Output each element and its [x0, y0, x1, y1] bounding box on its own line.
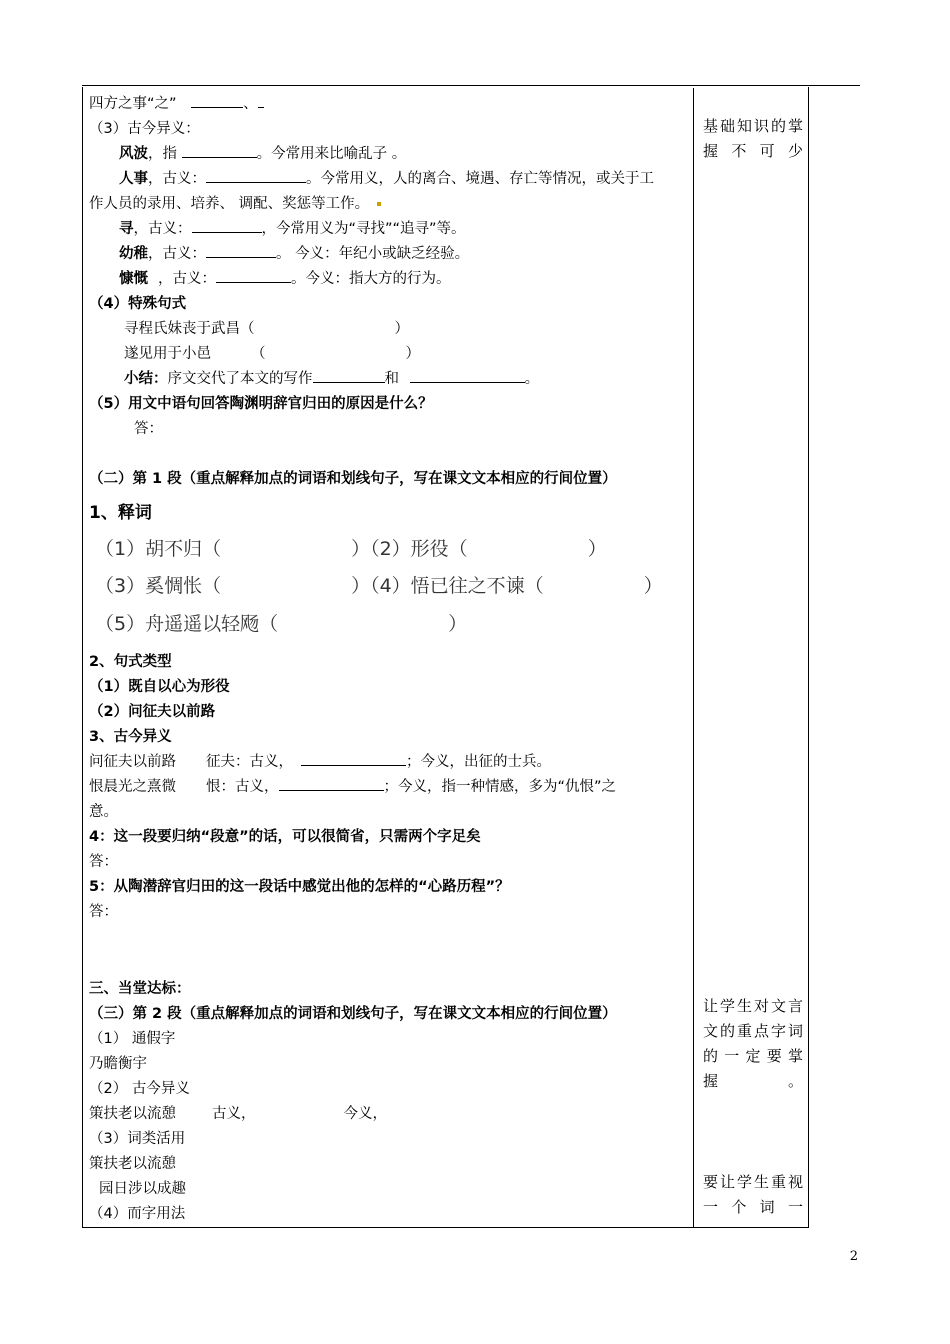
text: 问征夫以前路	[89, 754, 176, 770]
line-fengbo	[119, 142, 406, 163]
sentence-2: （2）问征夫以前路	[89, 704, 216, 720]
text: 。今常用义，人的离合、境遇、存亡等情况，或关于工	[306, 171, 654, 187]
page-number: 2	[849, 1249, 858, 1264]
text: 。今常用来比喻乱子 。	[256, 146, 407, 162]
text: ，古义：	[133, 221, 192, 237]
text: （3）奚惆怅（	[95, 575, 222, 597]
term: 风波	[119, 146, 148, 162]
heading-er: （4）而字用法	[89, 1206, 186, 1222]
line-hengyu: 乃瞻衡宇	[89, 1056, 147, 1072]
heading-special: （4）特殊句式	[89, 296, 187, 312]
text: （1）胡不归（	[95, 538, 222, 560]
text: ，今常用义为“寻找”“追寻”等。	[261, 221, 466, 237]
text: 恨：古义，	[206, 779, 279, 795]
blank[interactable]	[410, 368, 525, 383]
line-renshi-cont	[89, 192, 381, 213]
column-divider	[693, 88, 694, 1228]
text: 征夫：古义，	[206, 754, 293, 770]
text: ，古义：	[158, 271, 216, 287]
line-kangkai	[119, 267, 451, 288]
heading-jushi: 2、句式类型	[89, 654, 172, 670]
text: ，古义：	[148, 171, 206, 187]
blank[interactable]	[279, 776, 384, 791]
text: 。	[524, 371, 540, 387]
answer-label: 答：	[134, 421, 163, 437]
section-3-title: （三）第 2 段（重点解释加点的词语和划线句子，写在课文文本相应的行间位置）	[89, 1006, 617, 1022]
mark-dot	[377, 202, 381, 206]
text: ）	[394, 321, 409, 337]
line-youzhi	[119, 242, 469, 263]
line-celao	[89, 1102, 387, 1123]
text: （5）舟遥遥以轻飏（	[95, 613, 279, 635]
heading-dabiao: 三、当堂达标：	[89, 981, 191, 997]
side-note-1: 基础知识的掌握不可少	[703, 117, 803, 160]
text: （	[251, 346, 266, 362]
blank[interactable]	[216, 268, 291, 283]
text: ，指	[148, 146, 177, 162]
blank[interactable]	[313, 368, 385, 383]
line-hen	[89, 775, 616, 796]
term: 人事	[119, 171, 148, 187]
side-note-2: 让学生对文言文的重点字词的一定要掌握。	[703, 997, 803, 1090]
text: ；今义，指一种情感，多为“仇恨”之	[383, 779, 617, 795]
text: ）	[587, 538, 607, 560]
line-ce: 策扶老以流憩	[89, 1156, 176, 1172]
line-shici-2	[95, 571, 663, 598]
top-rule	[82, 85, 860, 86]
line-renshi	[119, 167, 654, 188]
line-zhi	[89, 92, 264, 113]
heading-gujin: （3）古今异义：	[89, 121, 200, 137]
blank[interactable]	[182, 143, 257, 158]
line-xuncheng	[124, 317, 409, 338]
text: 今义，	[343, 1106, 387, 1122]
line-shici-1	[95, 534, 607, 561]
heading-tongjia: （1） 通假字	[89, 1031, 176, 1047]
line-hen-cont: 意。	[89, 804, 118, 820]
line-zhengfu	[89, 750, 551, 771]
text: 序文交代了本文的写作	[167, 371, 313, 387]
text: 寻程氏妹丧于武昌（	[124, 321, 255, 337]
term: 慷慨	[119, 271, 148, 287]
line-summary	[124, 367, 539, 388]
blank[interactable]	[258, 93, 264, 108]
text: ）	[448, 613, 468, 635]
answer-5: 答：	[89, 904, 118, 920]
sentence-1: （1）既自以心为形役	[89, 679, 230, 695]
heading-shici: 1、释词	[89, 503, 152, 523]
text: 策扶老以流憩	[89, 1106, 176, 1122]
text: ）（4）悟已往之不谏（	[351, 575, 544, 597]
text: 、	[243, 96, 258, 112]
line-shici-3	[95, 609, 467, 636]
line-suijian	[124, 342, 420, 363]
text: 遂见用于小邑	[124, 346, 211, 362]
heading-gujin-2: 3、古今异义	[89, 729, 172, 745]
line-yuanri: 园日涉以成趣	[99, 1181, 186, 1197]
text: ，古义：	[148, 246, 206, 262]
text: 。 今义：年纪小或缺乏经验。	[276, 246, 470, 262]
heading-huoyong: （3）词类活用	[89, 1131, 186, 1147]
text: 恨晨光之熹微	[89, 779, 176, 795]
text: ）	[643, 575, 663, 597]
blank[interactable]	[206, 243, 276, 258]
blank[interactable]	[191, 93, 243, 108]
text: 和	[384, 371, 399, 387]
line-xun	[119, 217, 466, 238]
section-2-title: （二）第 1 段（重点解释加点的词语和划线句子，写在课文文本相应的行间位置）	[89, 471, 617, 487]
term: 小结：	[124, 371, 168, 387]
text: ）	[405, 346, 420, 362]
side-note-3: 要让学生重视一个词一	[703, 1173, 803, 1216]
text: ）（2）形役（	[351, 538, 468, 560]
text: 。今义：指大方的行为。	[291, 271, 451, 287]
text: 四方之事“之”	[89, 96, 177, 112]
text: ；今义，出征的士兵。	[406, 754, 551, 770]
blank[interactable]	[192, 218, 262, 233]
heading-gujin-3: （2） 古今异义	[89, 1081, 190, 1097]
text: 古义，	[212, 1106, 256, 1122]
question-5: （5）用文中语句回答陶渊明辞官归田的原因是什么？	[89, 396, 433, 412]
blank[interactable]	[301, 751, 406, 766]
text: 作人员的录用、培养、 调配、奖惩等工作。	[89, 196, 370, 212]
term: 幼稚	[119, 246, 148, 262]
question-5b: 5：从陶潜辞官归田的这一段话中感觉出他的怎样的“心路历程”？	[89, 879, 510, 895]
term: 寻	[119, 221, 134, 237]
question-4: 4：这一段要归纳“段意”的话，可以很简省，只需两个字足矣	[89, 829, 481, 845]
blank[interactable]	[206, 168, 306, 183]
answer-4: 答：	[89, 854, 118, 870]
